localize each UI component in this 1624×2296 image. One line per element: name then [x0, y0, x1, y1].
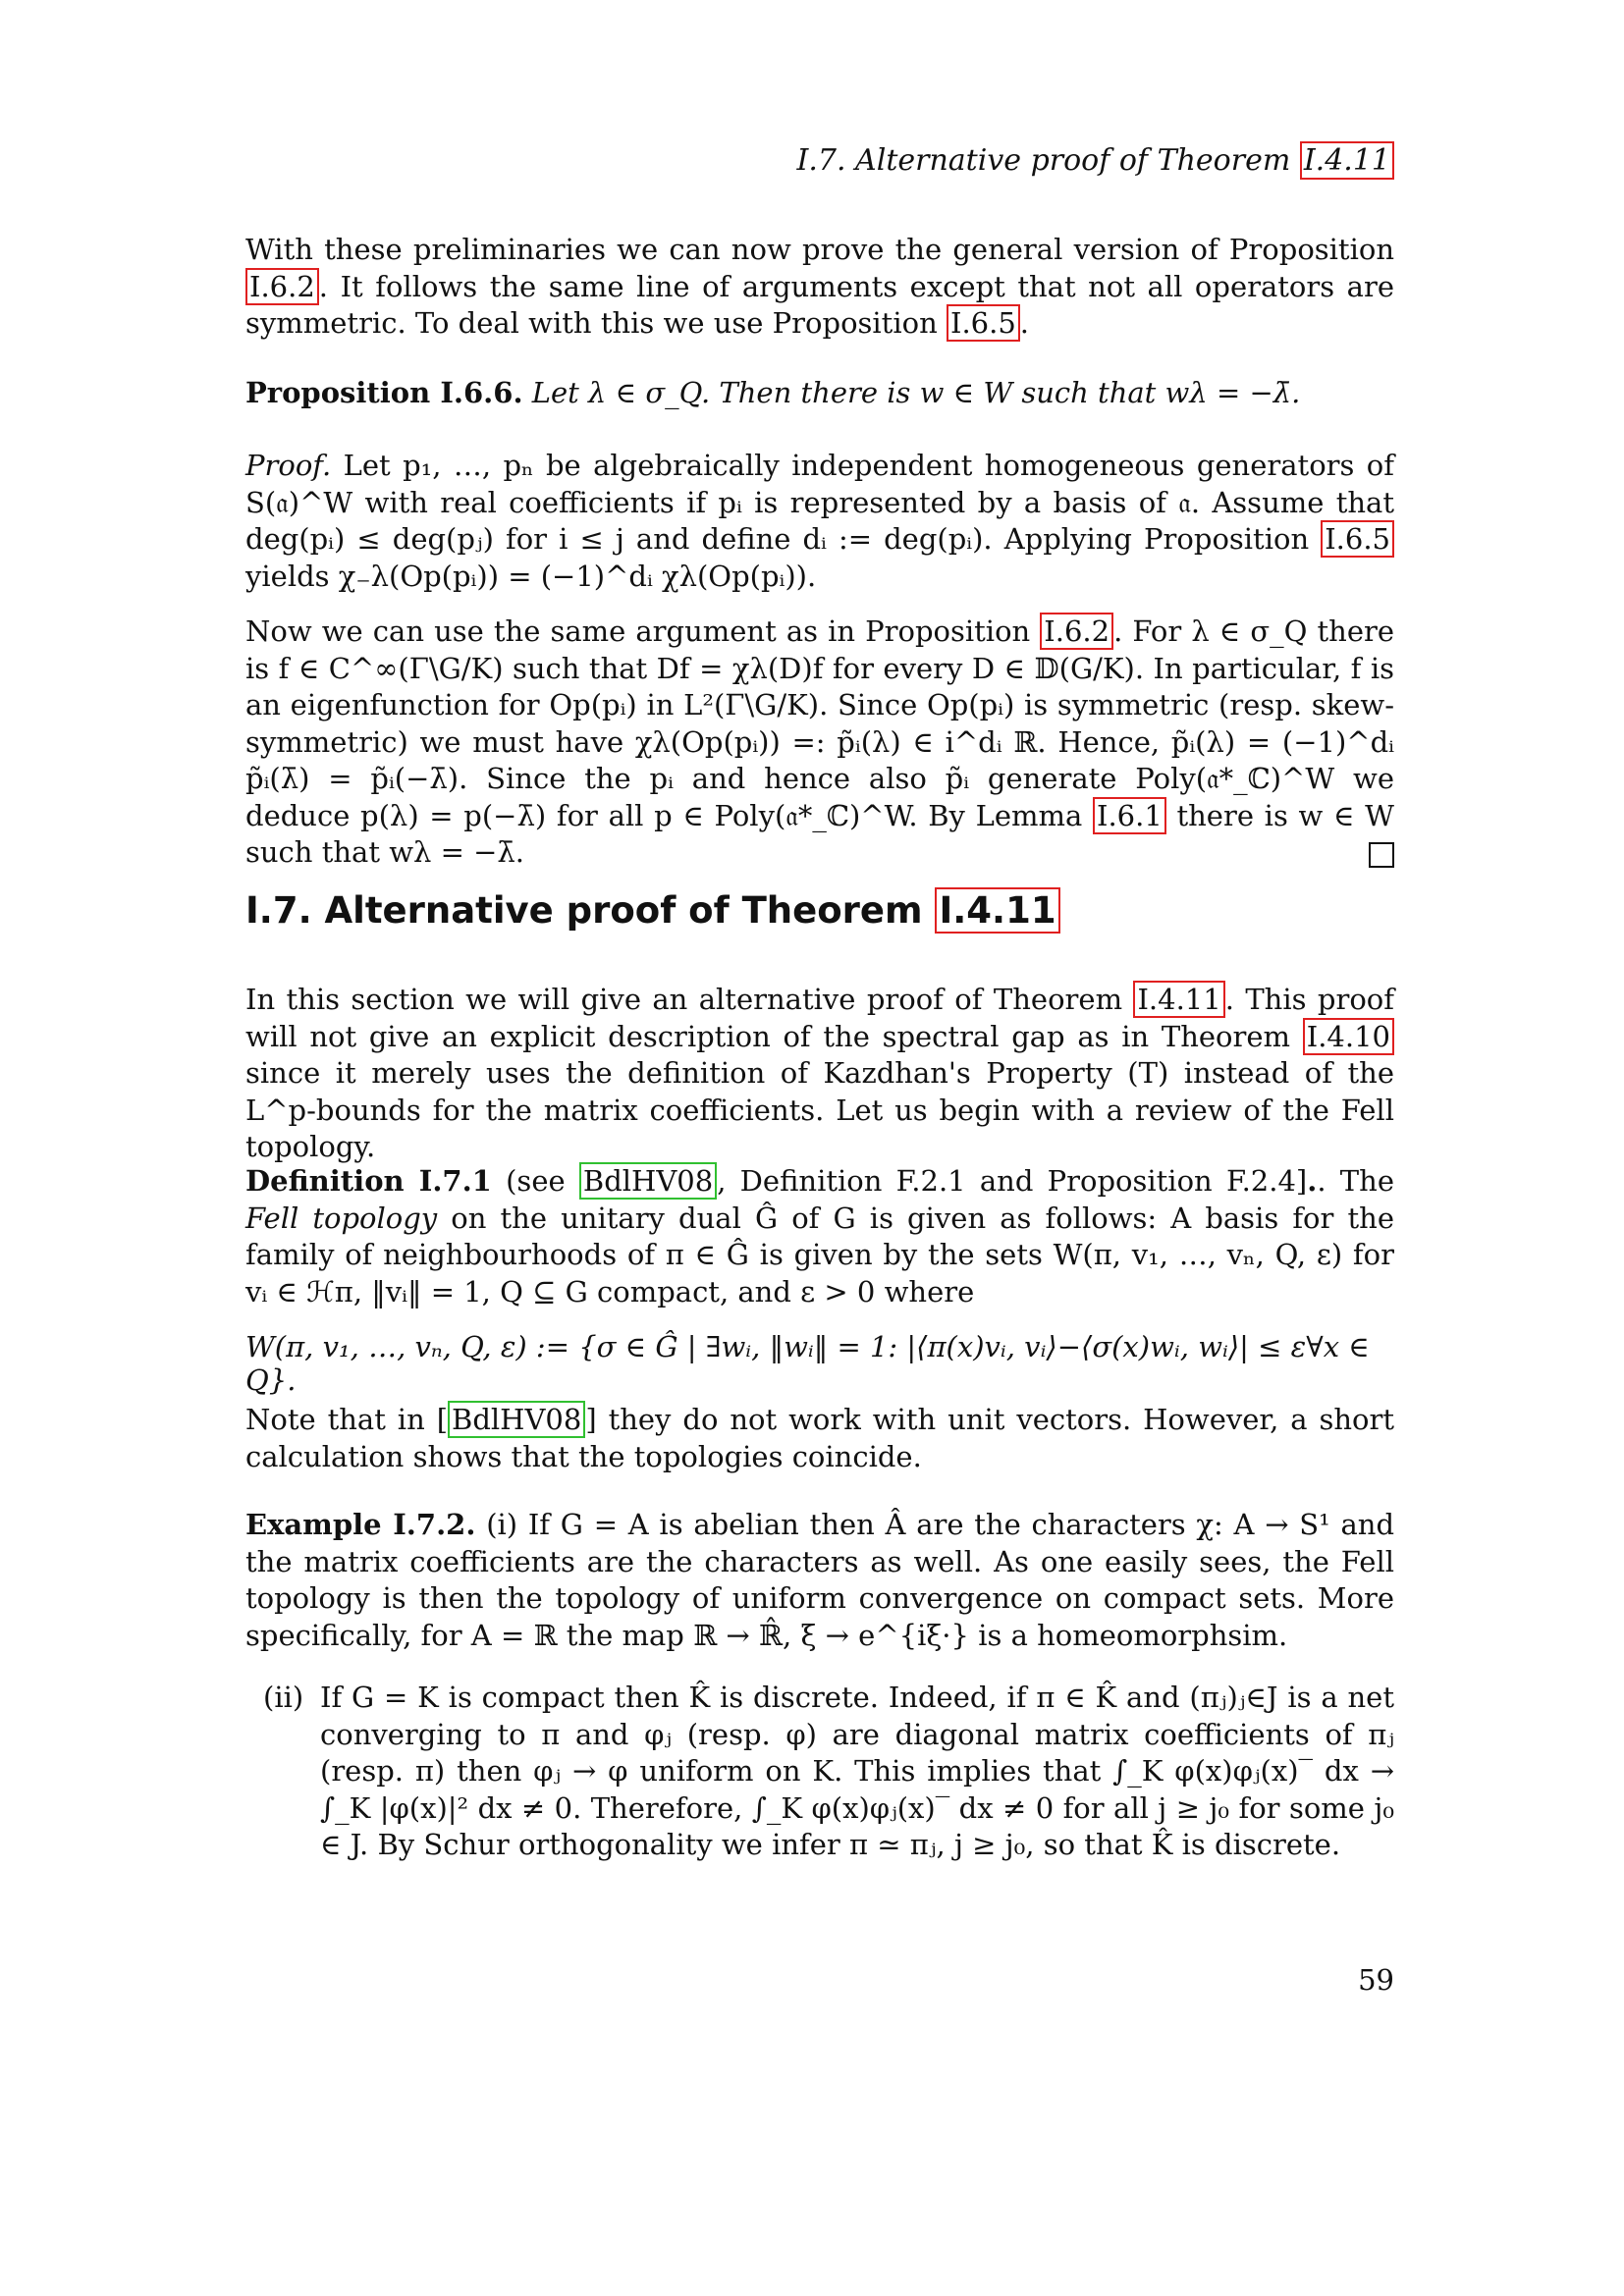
citation-link-BdlHV08[interactable]: BdlHV08	[579, 1162, 717, 1200]
running-head	[245, 143, 1394, 178]
intro-paragraph	[245, 232, 1394, 343]
running-head-ref-link[interactable]: I.4.11	[1300, 141, 1394, 180]
ref-link-I-6-5-b[interactable]: I.6.5	[1321, 520, 1394, 558]
qed-icon	[1369, 842, 1394, 868]
definition-text-2b: . The	[1317, 1164, 1394, 1198]
section-ref-link[interactable]: I.4.11	[935, 887, 1059, 934]
ref-link-I-6-1[interactable]: I.6.1	[1093, 797, 1166, 834]
example-item-1-text: (i) If G = A is abelian then Â are the characters χ: A → S¹ and the matrix coefficients are the characters as well. As one easily sees, the Fell topology is then the topology of uniform convergence on compact sets. More specifically, for A = ℝ the map ℝ → ℝ̂, ξ → e^{iξ·} is a homeomorphsim.	[245, 1508, 1395, 1652]
ref-link-I-6-2-b[interactable]: I.6.2	[1040, 613, 1113, 650]
proof-paragraph-2	[245, 614, 1394, 872]
proof2-text-2: . For λ ∈ σ_Q there is f ∈ C^∞(Γ\G/K) such that Df = χλ(D)f for every D ∈ 𝔻(G/K). In particular, f is an eigenfunction for Op(pᵢ) in L²(Γ\G/K). Since Op(pᵢ) is symmetric (resp. skew-symmetric) we must have χλ(Op(pᵢ)) =: p̃ᵢ(λ) ∈ i^dᵢ ℝ. Hence, p̃ᵢ(λ) = (−1)^dᵢ p̃ᵢ(λ̄) = p̃ᵢ(−λ̄). Since the pᵢ and hence also p̃ᵢ generate Poly(𝔞*_ℂ)^W we deduce p(λ) = p(−λ̄) for all p ∈ Poly(𝔞*_ℂ)^W. By Lemma	[245, 614, 1395, 832]
proof-text: Let p₁, …, pₙ be algebraically independent homogeneous generators of S(𝔞)^W with real coefficients if pᵢ is represented by a basis of 𝔞. Assume that deg(pᵢ) ≤ deg(pⱼ) for i ≤ j and define dᵢ := deg(pᵢ). Applying Proposition	[245, 449, 1394, 556]
ref-link-I-4-11[interactable]: I.4.11	[1133, 981, 1224, 1018]
page-number: 59	[1358, 1963, 1394, 1997]
section-intro-text: In this section we will give an alternative proof of Theorem	[245, 983, 1134, 1016]
intro-text: With these preliminaries we can now prove the general version of Proposition	[245, 233, 1394, 266]
definition-term: Fell topology	[245, 1201, 438, 1235]
definition-text-3: on the unitary dual Ĝ of G is given as follows: A basis for the family of neighbourhoods of π ∈ Ĝ is given by the sets W(π, v₁, …, vₙ, Q, ε) for vᵢ ∈ ℋπ, ‖vᵢ‖ = 1, Q ⊆ G compact, and ε > 0 where	[245, 1201, 1394, 1308]
note-text: Note that in [	[245, 1403, 449, 1436]
proposition-text: Let λ ∈ σ_Q. Then there is w ∈ W such that wλ = −λ̄.	[531, 376, 1301, 409]
definition-paragraph: Definition I.7.1 (see BdlHV08 , Definition F.2.1 and Proposition F.2.4].. The Fell topology on the unitary dual Ĝ of G is given as follows: A basis for the family of neighbourhoods of π ∈ Ĝ is given by the sets W(π, v₁, …, vₙ, Q, ε) for vᵢ ∈ ℋπ, ‖vᵢ‖ = 1, Q ⊆ G compact, and ε > 0 where	[245, 1164, 1394, 1308]
section-heading	[245, 889, 1394, 932]
definition-label: Definition I.7.1	[245, 1164, 492, 1198]
definition-text: (see	[491, 1164, 579, 1198]
example-item-1	[245, 1507, 1394, 1654]
intro-text-2: . It follows the same line of arguments except that not all operators are symmetric. To deal with this we use Proposition	[245, 269, 1394, 340]
section-intro-text-3: since it merely uses the definition of Kazdhan's Property (T) instead of the L^p-bounds for the matrix coefficients. Let us begin with a review of the Fell topology.	[245, 1056, 1394, 1163]
display-equation: W(π, v₁, …, vₙ, Q, ε) := {σ ∈ Ĝ | ∃wᵢ, ‖wᵢ‖ = 1: |⟨π(x)vᵢ, vᵢ⟩−⟨σ(x)wᵢ, wᵢ⟩| ≤ ε∀x ∈ Q}.	[245, 1330, 1370, 1397]
proof-paragraph	[245, 448, 1394, 595]
running-head-text: I.7. Alternative proof of Theorem	[796, 143, 1291, 178]
example-item-2-number: (ii)	[263, 1681, 304, 1714]
section-intro-paragraph	[245, 982, 1394, 1166]
proof-label: Proof.	[245, 449, 332, 482]
example-label: Example I.7.2.	[245, 1508, 476, 1541]
proposition	[245, 375, 1394, 412]
ref-link-I-4-10[interactable]: I.4.10	[1303, 1018, 1394, 1055]
definition-text-2: , Definition F.2.1 and Proposition F.2.4]	[717, 1164, 1308, 1198]
example-item-2: If G = K is compact then K̂ is discrete. Indeed, if π ∈ K̂ and (πⱼ)ⱼ∈J is a net converging to π and φⱼ (resp. φ) are diagonal matrix coefficients of πⱼ (resp. π) then φⱼ → φ uniform on K. This implies that ∫_K φ(x)φⱼ(x)‾ dx → ∫_K |φ(x)|² dx ≠ 0. Therefore, ∫_K φ(x)φⱼ(x)‾ dx ≠ 0 for all j ≥ j₀ for some j₀ ∈ J. By Schur orthogonality we infer π ≃ πⱼ, j ≥ j₀, so that K̂ is discrete.	[320, 1681, 1394, 1861]
section-intro-text-2: . This proof will not give an explicit description of the spectral gap as in Theorem	[245, 983, 1394, 1053]
citation-link-BdlHV08-b[interactable]: BdlHV08	[448, 1401, 585, 1438]
note-paragraph	[245, 1402, 1394, 1475]
proposition-label: Proposition I.6.6.	[245, 376, 523, 409]
ref-link-I-6-5[interactable]: I.6.5	[947, 304, 1020, 342]
section-title-text: I.7. Alternative proof of Theorem	[245, 889, 936, 932]
ref-link-I-6-2[interactable]: I.6.2	[245, 268, 319, 305]
note-text-2: ] they do not work with unit vectors. However, a short calculation shows that the topologies coincide.	[245, 1403, 1394, 1473]
proof-text-2: yields χ₋λ(Op(pᵢ)) = (−1)^dᵢ χλ(Op(pᵢ)).	[245, 559, 817, 593]
proof2-text: Now we can use the same argument as in Proposition	[245, 614, 1041, 648]
proof2-text-3: there is w ∈ W such that wλ = −λ̄.	[245, 798, 1394, 869]
intro-text-3: .	[1019, 306, 1029, 340]
